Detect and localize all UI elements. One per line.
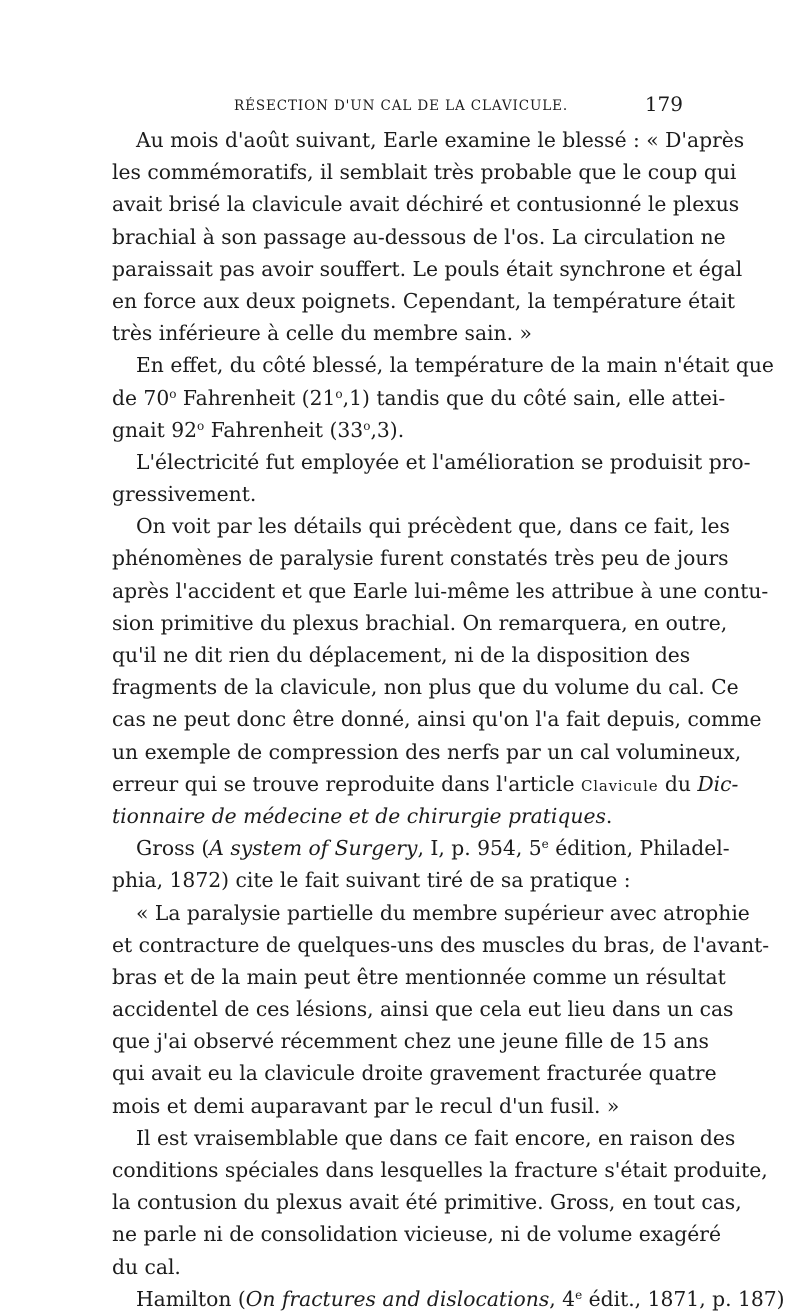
text-segment: . (605, 803, 613, 828)
text-line (112, 832, 730, 864)
text-segment: de 70 (112, 385, 170, 410)
page-number: 179 (644, 92, 683, 116)
text-line: fragments de la clavicule, non plus que du volume du cal. Ce (112, 675, 739, 700)
text-line: en force aux deux poignets. Cependant, la température était (112, 288, 736, 313)
text-line: phia, 1872) cite le fait suivant tiré de sa pratique : (112, 868, 631, 893)
degree-superscript: o (363, 418, 371, 433)
text-line (112, 768, 739, 800)
article-title-smallcaps: Clavicule (580, 776, 659, 795)
text-line: L'électricité fut employée et l'amélioration se produisit pro- (136, 449, 751, 474)
book-title-italic: On fractures and dislocations (245, 1286, 550, 1311)
text-line: très inférieure à celle du membre sain. » (112, 321, 532, 346)
text-line (112, 414, 683, 446)
text-segment: édition, Philadel- (548, 836, 730, 861)
text-line: En effet, du côté blessé, la température de la main n'était que (136, 353, 774, 378)
text-line: paraissait pas avoir souffert. Le pouls était synchrone et égal (112, 256, 743, 281)
text-line (112, 800, 683, 832)
text-line: et contracture de quelques-uns des muscles du bras, de l'avant- (112, 932, 770, 957)
text-line: Il est vraisemblable que dans ce fait encore, en raison des (136, 1125, 736, 1150)
page-header (108, 92, 683, 122)
text-segment: Fahrenheit (21 (176, 385, 336, 410)
text-line: les commémoratifs, il semblait très probable que le coup qui (112, 160, 737, 185)
text-line: avait brisé la clavicule avait déchiré et contusionné le plexus (112, 192, 740, 217)
text-line: ne parle ni de consolidation vicieuse, ni de volume exagéré (112, 1222, 721, 1247)
text-line: après l'accident et que Earle lui-même les attribue à une contu- (112, 578, 769, 603)
text-segment: gnait 92 (112, 417, 198, 442)
running-title: RÉSECTION D'UN CAL DE LA CLAVICULE. (234, 98, 569, 114)
text-segment: , 4 (549, 1286, 576, 1311)
text-line: la contusion du plexus avait été primitive. Gross, en tout cas, (112, 1190, 742, 1215)
text-line: On voit par les détails qui précèdent que, dans ce fait, les (136, 514, 730, 539)
dictionary-title-italic: Dic- (697, 771, 739, 796)
text-line: conditions spéciales dans lesquelles la fracture s'était produite, (112, 1158, 768, 1182)
text-segment: édit., 1871, p. 187) (582, 1286, 785, 1311)
edition-superscript: e (541, 837, 549, 852)
text-segment: ,1) tandis que du côté sain, elle attei- (342, 385, 726, 410)
text-segment: du (658, 771, 698, 796)
degree-superscript: o (335, 386, 343, 401)
text-line: gressivement. (112, 482, 257, 507)
text-line (112, 1283, 785, 1315)
text-line: « La paralysie partielle du membre supérieur avec atrophie (136, 900, 750, 925)
text-line: un exemple de compression des nerfs par un cal volumineux, (112, 739, 742, 764)
body-text (112, 124, 785, 1315)
text-line: bras et de la main peut être mentionnée comme un résultat (112, 964, 726, 989)
text-line: mois et demi auparavant par le recul d'un fusil. » (112, 1093, 620, 1118)
text-line: que j'ai observé récemment chez une jeune fille de 15 ans (112, 1029, 709, 1054)
text-line: qui avait eu la clavicule droite gravement fracturée quatre (112, 1061, 717, 1086)
text-segment: ,3). (370, 417, 405, 442)
text-segment: Gross ( (136, 836, 210, 861)
text-line: phénomènes de paralysie furent constatés très peu de jours (112, 546, 729, 571)
text-line: Au mois d'août suivant, Earle examine le blessé : « D'après (136, 128, 745, 152)
degree-superscript: o (197, 418, 205, 433)
edition-superscript: e (575, 1287, 583, 1302)
text-line: du cal. (112, 1254, 181, 1279)
text-segment: Hamilton ( (136, 1286, 246, 1311)
text-segment: erreur qui se trouve reproduite dans l'article (112, 771, 581, 796)
text-segment: , I, p. 954, 5 (417, 836, 542, 861)
text-segment: Fahrenheit (33 (204, 417, 364, 442)
book-title-italic: A system of Surgery (209, 836, 418, 861)
text-line: accidentel de ces lésions, ainsi que cela eut lieu dans un cas (112, 997, 734, 1022)
text-line: brachial à son passage au-dessous de l'os. La circulation ne (112, 224, 726, 249)
dictionary-title-italic: tionnaire de médecine et de chirurgie pratiques (112, 803, 606, 828)
text-line: sion primitive du plexus brachial. On remarquera, en outre, (112, 610, 728, 635)
text-line: cas ne peut donc être donné, ainsi qu'on l'a fait depuis, comme (112, 707, 762, 732)
text-line: qu'il ne dit rien du déplacement, ni de la disposition des (112, 643, 691, 667)
text-line (112, 382, 726, 414)
degree-superscript: o (169, 386, 177, 401)
